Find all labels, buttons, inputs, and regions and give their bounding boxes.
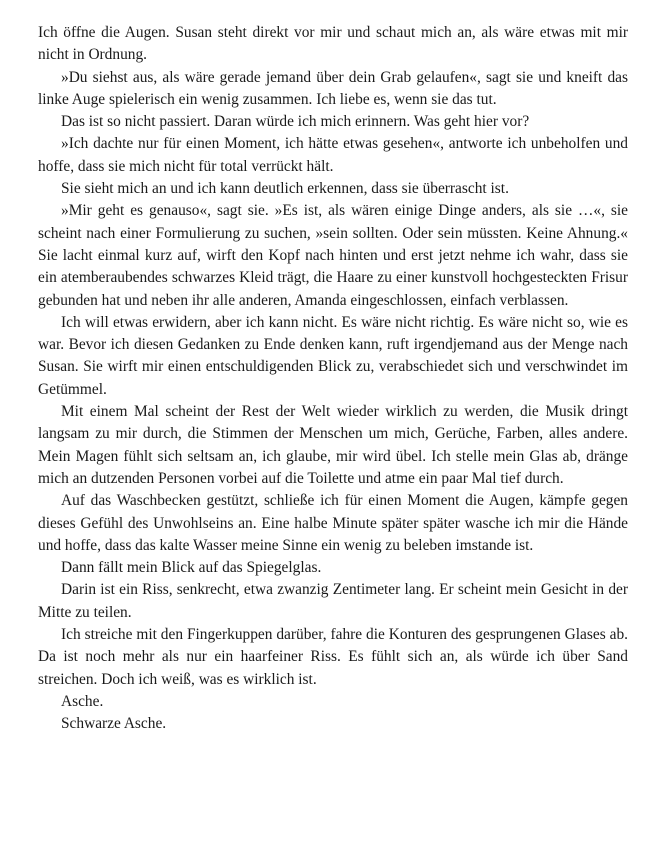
paragraph-7: Ich will etwas erwidern, aber ich kann nicht. Es wäre nicht richtig. Es wäre nicht so, wie es war. Bevor ich diesen Gedanken zu Ende denken kann, ruft irgendjemand aus der Menge nach Susan. Sie wirft mir einen entschuldigenden Blick zu, verabschiedet sich und verschwindet im Getümmel. (38, 313, 628, 398)
book-page (38, 22, 628, 736)
paragraph-13: Asche. (61, 692, 104, 710)
paragraph-6: »Mir geht es genauso«, sagt sie. »Es ist, als wären einige Dinge anders, als sie …«, sie scheint nach einer Formulierung zu suchen, »sein sollten. Oder sein müssten. Keine Ahnung.« Sie lacht einmal kurz auf, wirft den Kopf nach hinten und erst jetzt nehme ich wahr, dass sie ein atemberaubendes schwarzes Kleid trägt, die Haare zu einer kunstvoll hochgesteckten Frisur gebunden hat und neben ihr alle anderen, Amanda eingeschlossen, einfach verblassen. (38, 202, 628, 309)
paragraph-11: Darin ist ein Riss, senkrecht, etwa zwanzig Zentimeter lang. Er scheint mein Gesicht in der Mitte zu teilen. (38, 581, 628, 621)
paragraph-3: Das ist so nicht passiert. Daran würde ich mich erinnern. Was geht hier vor? (61, 113, 530, 131)
paragraph-4: »Ich dachte nur für einen Moment, ich hätte etwas gesehen«, antworte ich unbeholfen und hoffe, dass sie mich nicht für total verrückt hält. (38, 135, 628, 175)
paragraph-10: Dann fällt mein Blick auf das Spiegelglas. (61, 559, 322, 577)
paragraph-14: Schwarze Asche. (61, 715, 167, 733)
paragraph-8: Mit einem Mal scheint der Rest der Welt wieder wirklich zu werden, die Musik dringt langsam zu mir durch, die Stimmen der Menschen um mich, Gerüche, Farben, alles andere. Mein Magen fühlt sich seltsam an, ich glaube, mir wird übel. Ich stelle mein Glas ab, dränge mich an dutzenden Personen vorbei auf die Toilette und atme ein paar Mal tief durch. (38, 403, 628, 487)
paragraph-1: Ich öffne die Augen. Susan steht direkt vor mir und schaut mich an, als wäre etwas mit mir nicht in Ordnung. (38, 24, 628, 64)
paragraph-2: »Du siehst aus, als wäre gerade jemand über dein Grab gelaufen«, sagt sie und kneift das linke Auge spielerisch ein wenig zusammen. Ich liebe es, wenn sie das tut. (38, 68, 628, 108)
paragraph-9: Auf das Waschbecken gestützt, schließe ich für einen Moment die Augen, kämpfe gegen dieses Gefühl des Unwohlseins an. Eine halbe Minute später später wasche ich mir die Hände und hoffe, dass das kalte Wasser meine Sinne ein wenig zu beleben imstande ist. (38, 492, 628, 554)
paragraph-12: Ich streiche mit den Fingerkuppen darüber, fahre die Konturen des gesprungenen Glases ab. Da ist noch mehr als nur ein haarfeiner Riss. Es fühlt sich an, als würde ich über Sand streichen. Doch ich weiß, was es wirklich ist. (38, 626, 628, 688)
paragraph-5: Sie sieht mich an und ich kann deutlich erkennen, dass sie überrascht ist. (61, 180, 509, 198)
